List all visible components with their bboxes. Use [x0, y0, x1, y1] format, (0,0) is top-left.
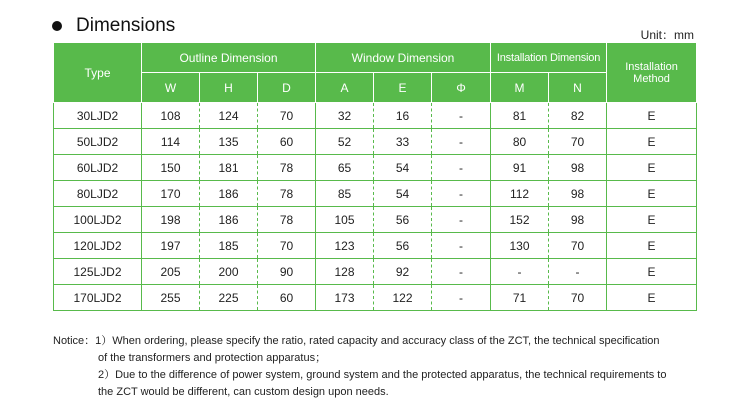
cell-w: 114	[142, 129, 200, 155]
bullet-icon	[52, 21, 62, 31]
cell-type: 30LJD2	[54, 103, 142, 129]
cell-a: 32	[316, 103, 374, 129]
section-heading	[52, 13, 175, 39]
sub-header-n: N	[549, 73, 607, 103]
cell-a: 123	[316, 233, 374, 259]
type-header: Type	[54, 43, 142, 103]
outline-dimension-header: Outline Dimension	[142, 43, 316, 73]
cell-e: 56	[374, 207, 432, 233]
cell-d: 70	[258, 233, 316, 259]
cell-h: 181	[200, 155, 258, 181]
cell-method: E	[607, 259, 697, 285]
table-header	[54, 43, 697, 103]
window-dimension-header: Window Dimension	[316, 43, 491, 73]
cell-h: 185	[200, 233, 258, 259]
table-row	[54, 259, 697, 285]
cell-type: 80LJD2	[54, 181, 142, 207]
cell-n: 98	[549, 181, 607, 207]
cell-a: 85	[316, 181, 374, 207]
cell-m: 152	[491, 207, 549, 233]
cell-e: 122	[374, 285, 432, 311]
cell-n: -	[549, 259, 607, 285]
table-row	[54, 285, 697, 311]
table-row	[54, 207, 697, 233]
cell-w: 255	[142, 285, 200, 311]
cell-phi: -	[432, 285, 491, 311]
table-row	[54, 129, 697, 155]
cell-e: 33	[374, 129, 432, 155]
cell-phi: -	[432, 259, 491, 285]
cell-h: 135	[200, 129, 258, 155]
cell-type: 100LJD2	[54, 207, 142, 233]
installation-method-header: Installation Method	[607, 43, 697, 103]
cell-a: 173	[316, 285, 374, 311]
cell-d: 90	[258, 259, 316, 285]
cell-n: 98	[549, 207, 607, 233]
table-row	[54, 181, 697, 207]
cell-a: 65	[316, 155, 374, 181]
cell-type: 125LJD2	[54, 259, 142, 285]
cell-method: E	[607, 155, 697, 181]
unit-label: Unit：mm	[640, 28, 694, 42]
cell-w: 198	[142, 207, 200, 233]
cell-type: 60LJD2	[54, 155, 142, 181]
cell-type: 120LJD2	[54, 233, 142, 259]
cell-method: E	[607, 207, 697, 233]
dimensions-table	[53, 42, 697, 311]
cell-h: 225	[200, 285, 258, 311]
cell-method: E	[607, 285, 697, 311]
sub-header-w: W	[142, 73, 200, 103]
cell-m: 71	[491, 285, 549, 311]
cell-method: E	[607, 103, 697, 129]
cell-w: 150	[142, 155, 200, 181]
cell-d: 78	[258, 155, 316, 181]
cell-e: 16	[374, 103, 432, 129]
cell-phi: -	[432, 181, 491, 207]
cell-phi: -	[432, 155, 491, 181]
cell-w: 170	[142, 181, 200, 207]
cell-phi: -	[432, 233, 491, 259]
installation-dimension-header: Installation Dimension	[491, 43, 607, 73]
cell-method: E	[607, 181, 697, 207]
cell-n: 70	[549, 233, 607, 259]
cell-m: 112	[491, 181, 549, 207]
notice-line-3: 2）Due to the difference of power system, ground system and the protected apparatus, the technical requirements to	[98, 369, 667, 381]
cell-a: 128	[316, 259, 374, 285]
cell-d: 70	[258, 103, 316, 129]
cell-a: 105	[316, 207, 374, 233]
cell-d: 78	[258, 207, 316, 233]
sub-header-phi: Φ	[432, 73, 491, 103]
sub-header-m: M	[491, 73, 549, 103]
cell-e: 54	[374, 155, 432, 181]
table-row	[54, 103, 697, 129]
cell-n: 70	[549, 129, 607, 155]
cell-m: 81	[491, 103, 549, 129]
cell-d: 78	[258, 181, 316, 207]
cell-m: 130	[491, 233, 549, 259]
cell-e: 56	[374, 233, 432, 259]
cell-e: 54	[374, 181, 432, 207]
table-row	[54, 155, 697, 181]
cell-h: 186	[200, 181, 258, 207]
table-row	[54, 233, 697, 259]
cell-w: 108	[142, 103, 200, 129]
sub-header-d: D	[258, 73, 316, 103]
cell-h: 200	[200, 259, 258, 285]
cell-w: 197	[142, 233, 200, 259]
cell-phi: -	[432, 103, 491, 129]
cell-type: 170LJD2	[54, 285, 142, 311]
cell-d: 60	[258, 285, 316, 311]
notice-line-1: Notice：1）When ordering, please specify the ratio, rated capacity and accuracy class of the ZCT, the technical specification	[53, 335, 660, 347]
cell-method: E	[607, 233, 697, 259]
table-body	[54, 103, 697, 311]
cell-h: 124	[200, 103, 258, 129]
sub-header-e: E	[374, 73, 432, 103]
cell-phi: -	[432, 207, 491, 233]
cell-e: 92	[374, 259, 432, 285]
sub-header-h: H	[200, 73, 258, 103]
cell-m: -	[491, 259, 549, 285]
notice-block	[53, 333, 703, 401]
cell-a: 52	[316, 129, 374, 155]
cell-m: 91	[491, 155, 549, 181]
heading-title: Dimensions	[76, 15, 176, 36]
cell-n: 70	[549, 285, 607, 311]
cell-phi: -	[432, 129, 491, 155]
cell-type: 50LJD2	[54, 129, 142, 155]
sub-header-a: A	[316, 73, 374, 103]
cell-h: 186	[200, 207, 258, 233]
cell-w: 205	[142, 259, 200, 285]
cell-n: 82	[549, 103, 607, 129]
notice-line-4: the ZCT would be different, can custom design upon needs.	[98, 386, 389, 398]
notice-line-2: of the transformers and protection apparatus；	[98, 352, 327, 364]
cell-m: 80	[491, 129, 549, 155]
cell-method: E	[607, 129, 697, 155]
cell-d: 60	[258, 129, 316, 155]
cell-n: 98	[549, 155, 607, 181]
